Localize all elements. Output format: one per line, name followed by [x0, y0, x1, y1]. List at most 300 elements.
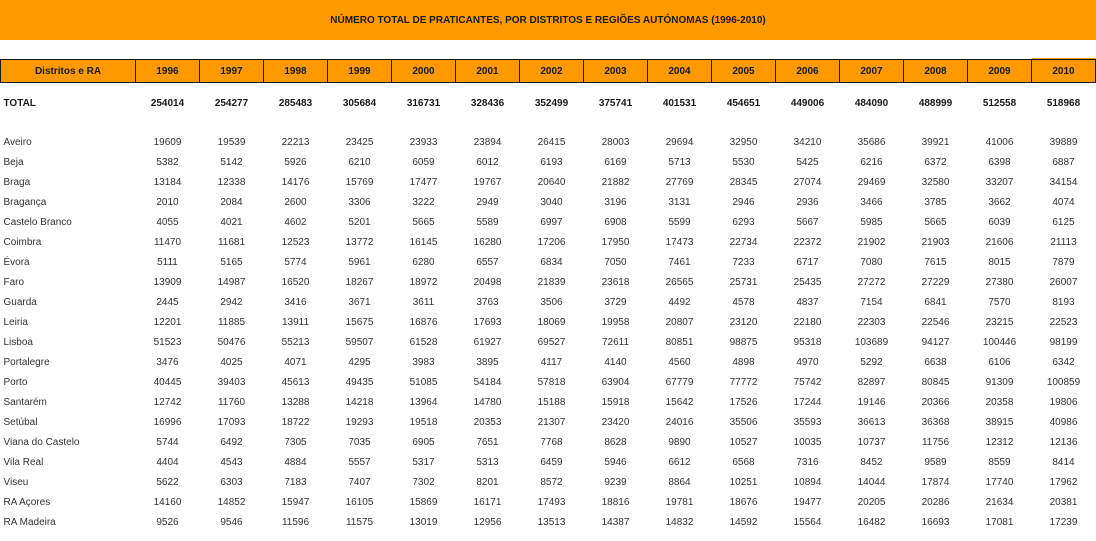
value-cell: 19609 [153, 136, 182, 148]
value-cell: 9526 [156, 516, 179, 528]
value-cell: 91309 [985, 376, 1014, 388]
value-cell: 8572 [540, 476, 563, 488]
value-cell: 16482 [857, 516, 886, 528]
value-cell: 17874 [921, 476, 950, 488]
value-cell: 80845 [921, 376, 950, 388]
value-cell: 7233 [732, 256, 755, 268]
spacer-row [1, 123, 1096, 132]
district-row [1, 472, 1096, 492]
value-cell: 16876 [409, 316, 438, 328]
value-cell: 4602 [284, 216, 307, 228]
value-cell: 5961 [348, 256, 371, 268]
value-cell: 17206 [537, 236, 566, 248]
value-cell: 3662 [988, 196, 1011, 208]
value-cell: 3476 [156, 356, 179, 368]
district-name: Coimbra [3, 236, 42, 248]
value-cell: 4021 [220, 216, 243, 228]
value-cell: 7035 [348, 436, 371, 448]
value-cell: 3040 [540, 196, 563, 208]
total-cell: 375741 [598, 97, 633, 109]
value-cell: 21606 [985, 236, 1014, 248]
value-cell: 3671 [348, 296, 371, 308]
column-header-district: Distritos e RA [1, 60, 136, 83]
value-cell: 9239 [604, 476, 627, 488]
value-cell: 13911 [281, 316, 310, 328]
value-cell: 3506 [540, 296, 563, 308]
value-cell: 18722 [281, 416, 310, 428]
value-cell: 22734 [729, 236, 758, 248]
value-cell: 15947 [281, 496, 310, 508]
value-cell: 7407 [348, 476, 371, 488]
value-cell: 6012 [476, 156, 499, 168]
column-header-year: 2007 [840, 60, 904, 83]
value-cell: 36613 [857, 416, 886, 428]
column-header-year: 1999 [328, 60, 392, 83]
value-cell: 14176 [281, 176, 310, 188]
value-cell: 34210 [793, 136, 822, 148]
value-cell: 61528 [409, 336, 438, 348]
value-cell: 11760 [217, 396, 246, 408]
value-cell: 17693 [473, 316, 502, 328]
value-cell: 5317 [412, 456, 435, 468]
value-cell: 98199 [1049, 336, 1078, 348]
value-cell: 6280 [412, 256, 435, 268]
value-cell: 19767 [473, 176, 502, 188]
value-cell: 7570 [988, 296, 1011, 308]
value-cell: 6372 [924, 156, 947, 168]
value-cell: 4074 [1052, 196, 1075, 208]
value-cell: 2084 [220, 196, 243, 208]
value-cell: 17493 [537, 496, 566, 508]
district-name: Viana do Castelo [3, 436, 80, 448]
value-cell: 23215 [985, 316, 1014, 328]
value-cell: 39403 [217, 376, 246, 388]
value-cell: 7879 [1052, 256, 1075, 268]
value-cell: 23618 [601, 276, 630, 288]
value-cell: 4404 [156, 456, 179, 468]
value-cell: 6568 [732, 456, 755, 468]
value-cell: 45613 [281, 376, 310, 388]
value-cell: 28003 [601, 136, 630, 148]
value-cell: 2010 [156, 196, 179, 208]
value-cell: 27272 [857, 276, 886, 288]
value-cell: 5926 [284, 156, 307, 168]
value-cell: 13288 [281, 396, 310, 408]
value-cell: 2445 [156, 296, 179, 308]
value-cell: 21634 [985, 496, 1014, 508]
value-cell: 23425 [345, 136, 374, 148]
value-cell: 22303 [857, 316, 886, 328]
district-name: Viseu [3, 476, 29, 488]
district-row [1, 392, 1096, 412]
value-cell: 12338 [217, 176, 246, 188]
total-cell: 316731 [406, 97, 441, 109]
total-cell: 484090 [854, 97, 889, 109]
total-cell: 401531 [662, 97, 697, 109]
value-cell: 6059 [412, 156, 435, 168]
value-cell: 16105 [345, 496, 374, 508]
value-cell: 4140 [604, 356, 627, 368]
value-cell: 4295 [348, 356, 371, 368]
value-cell: 3983 [412, 356, 435, 368]
value-cell: 3611 [412, 296, 435, 308]
value-cell: 4025 [220, 356, 243, 368]
value-cell: 8628 [604, 436, 627, 448]
district-row [1, 292, 1096, 312]
value-cell: 19146 [857, 396, 886, 408]
district-row [1, 492, 1096, 512]
value-cell: 14987 [217, 276, 246, 288]
value-cell: 4578 [732, 296, 755, 308]
value-cell: 7768 [540, 436, 563, 448]
value-cell: 3222 [412, 196, 435, 208]
value-cell: 29694 [665, 136, 694, 148]
value-cell: 13019 [409, 516, 438, 528]
total-cell: 352499 [534, 97, 569, 109]
value-cell: 36368 [921, 416, 950, 428]
value-cell: 25435 [793, 276, 822, 288]
value-cell: 11885 [217, 316, 246, 328]
value-cell: 6216 [860, 156, 883, 168]
value-cell: 6169 [604, 156, 627, 168]
value-cell: 6638 [924, 356, 947, 368]
value-cell: 4898 [732, 356, 755, 368]
district-name: Porto [3, 376, 28, 388]
value-cell: 7305 [284, 436, 307, 448]
value-cell: 15675 [345, 316, 374, 328]
value-cell: 4117 [540, 356, 563, 368]
district-row [1, 452, 1096, 472]
value-cell: 35506 [729, 416, 758, 428]
value-cell: 14780 [473, 396, 502, 408]
value-cell: 16520 [281, 276, 310, 288]
value-cell: 21307 [537, 416, 566, 428]
value-cell: 3306 [348, 196, 371, 208]
value-cell: 4055 [156, 216, 179, 228]
header-row [1, 60, 1096, 83]
district-row [1, 512, 1096, 532]
column-header-year: 2003 [584, 60, 648, 83]
value-cell: 8193 [1052, 296, 1075, 308]
data-table [0, 59, 1096, 532]
district-name: Vila Real [3, 456, 44, 468]
total-cell: 449006 [790, 97, 825, 109]
value-cell: 75742 [793, 376, 822, 388]
value-cell: 39889 [1049, 136, 1078, 148]
value-cell: 14832 [665, 516, 694, 528]
value-cell: 14160 [153, 496, 182, 508]
value-cell: 17526 [729, 396, 758, 408]
value-cell: 55213 [281, 336, 310, 348]
value-cell: 35593 [793, 416, 822, 428]
value-cell: 20353 [473, 416, 502, 428]
value-cell: 9890 [668, 436, 691, 448]
district-row [1, 372, 1096, 392]
column-header-year: 1997 [200, 60, 264, 83]
value-cell: 17962 [1049, 476, 1078, 488]
value-cell: 17473 [665, 236, 694, 248]
value-cell: 5665 [412, 216, 435, 228]
value-cell: 40986 [1049, 416, 1078, 428]
value-cell: 6717 [796, 256, 819, 268]
value-cell: 15769 [345, 176, 374, 188]
value-cell: 18069 [537, 316, 566, 328]
table-title: NÚMERO TOTAL DE PRATICANTES, POR DISTRITOS E REGIÕES AUTÓNOMAS (1996-2010) [330, 14, 766, 26]
value-cell: 3131 [668, 196, 691, 208]
district-name: Castelo Branco [3, 216, 72, 228]
value-cell: 6887 [1052, 156, 1075, 168]
value-cell: 22546 [921, 316, 950, 328]
district-row [1, 352, 1096, 372]
value-cell: 8201 [476, 476, 499, 488]
value-cell: 7316 [796, 456, 819, 468]
value-cell: 17093 [217, 416, 246, 428]
value-cell: 9589 [924, 456, 947, 468]
value-cell: 6210 [348, 156, 371, 168]
value-cell: 22523 [1049, 316, 1078, 328]
value-cell: 29469 [857, 176, 886, 188]
value-cell: 23933 [409, 136, 438, 148]
value-cell: 17740 [985, 476, 1014, 488]
value-cell: 21903 [921, 236, 950, 248]
value-cell: 6908 [604, 216, 627, 228]
value-cell: 20381 [1049, 496, 1078, 508]
value-cell: 2600 [284, 196, 307, 208]
value-cell: 25731 [729, 276, 758, 288]
value-cell: 10035 [793, 436, 822, 448]
value-cell: 8452 [860, 456, 883, 468]
district-row [1, 332, 1096, 352]
value-cell: 3785 [924, 196, 947, 208]
table-title-band [0, 0, 1096, 40]
value-cell: 19293 [345, 416, 374, 428]
district-name: Guarda [3, 296, 37, 308]
district-row [1, 232, 1096, 252]
value-cell: 5165 [220, 256, 243, 268]
value-cell: 13772 [345, 236, 374, 248]
value-cell: 41006 [985, 136, 1014, 148]
value-cell: 17477 [409, 176, 438, 188]
value-cell: 21882 [601, 176, 630, 188]
district-row [1, 152, 1096, 172]
value-cell: 8864 [668, 476, 691, 488]
value-cell: 5530 [732, 156, 755, 168]
value-cell: 14852 [217, 496, 246, 508]
value-cell: 16145 [409, 236, 438, 248]
district-name: Setúbal [3, 416, 38, 428]
value-cell: 5425 [796, 156, 819, 168]
column-header-year: 1998 [264, 60, 328, 83]
value-cell: 80851 [665, 336, 694, 348]
district-name: RA Açores [3, 496, 51, 508]
value-cell: 77772 [729, 376, 758, 388]
value-cell: 12742 [153, 396, 182, 408]
value-cell: 20498 [473, 276, 502, 288]
value-cell: 7183 [284, 476, 307, 488]
value-cell: 49435 [345, 376, 374, 388]
value-cell: 17950 [601, 236, 630, 248]
value-cell: 98875 [729, 336, 758, 348]
value-cell: 61927 [473, 336, 502, 348]
value-cell: 40445 [153, 376, 182, 388]
value-cell: 15642 [665, 396, 694, 408]
column-header-year: 2002 [520, 60, 584, 83]
value-cell: 5713 [668, 156, 691, 168]
value-cell: 72611 [601, 336, 630, 348]
value-cell: 2942 [220, 296, 243, 308]
value-cell: 10737 [857, 436, 886, 448]
value-cell: 14044 [857, 476, 886, 488]
district-name: Santarém [3, 396, 47, 408]
district-row [1, 312, 1096, 332]
value-cell: 5557 [348, 456, 371, 468]
total-label: TOTAL [3, 97, 36, 109]
value-cell: 10251 [729, 476, 758, 488]
value-cell: 63904 [601, 376, 630, 388]
value-cell: 103689 [854, 336, 889, 348]
value-cell: 20640 [537, 176, 566, 188]
value-cell: 6193 [540, 156, 563, 168]
value-cell: 16280 [473, 236, 502, 248]
value-cell: 3729 [604, 296, 627, 308]
column-header-year: 2001 [456, 60, 520, 83]
district-name: Portalegre [3, 356, 50, 368]
district-row [1, 212, 1096, 232]
value-cell: 24016 [665, 416, 694, 428]
value-cell: 95318 [793, 336, 822, 348]
value-cell: 12201 [153, 316, 182, 328]
value-cell: 5744 [156, 436, 179, 448]
value-cell: 22372 [793, 236, 822, 248]
value-cell: 15869 [409, 496, 438, 508]
value-cell: 54184 [473, 376, 502, 388]
value-cell: 6039 [988, 216, 1011, 228]
value-cell: 2949 [476, 196, 499, 208]
value-cell: 22180 [793, 316, 822, 328]
column-header-year: 2005 [712, 60, 776, 83]
value-cell: 14218 [345, 396, 374, 408]
column-header-year: 2006 [776, 60, 840, 83]
value-cell: 23894 [473, 136, 502, 148]
value-cell: 35686 [857, 136, 886, 148]
district-name: Beja [3, 156, 24, 168]
value-cell: 6834 [540, 256, 563, 268]
total-cell: 454651 [726, 97, 761, 109]
value-cell: 23420 [601, 416, 630, 428]
value-cell: 6612 [668, 456, 691, 468]
value-cell: 3895 [476, 356, 499, 368]
value-cell: 16996 [153, 416, 182, 428]
value-cell: 8414 [1052, 456, 1075, 468]
value-cell: 8559 [988, 456, 1011, 468]
value-cell: 3196 [604, 196, 627, 208]
total-cell: 488999 [918, 97, 953, 109]
district-row [1, 172, 1096, 192]
value-cell: 12136 [1049, 436, 1078, 448]
value-cell: 23120 [729, 316, 758, 328]
value-cell: 59507 [345, 336, 374, 348]
value-cell: 18676 [729, 496, 758, 508]
value-cell: 6459 [540, 456, 563, 468]
value-cell: 13513 [537, 516, 566, 528]
total-cell: 285483 [278, 97, 313, 109]
value-cell: 100446 [982, 336, 1017, 348]
value-cell: 26565 [665, 276, 694, 288]
value-cell: 17081 [985, 516, 1014, 528]
district-name: Bragança [3, 196, 47, 208]
district-row [1, 412, 1096, 432]
value-cell: 6303 [220, 476, 243, 488]
value-cell: 3416 [284, 296, 307, 308]
value-cell: 34154 [1049, 176, 1078, 188]
value-cell: 6293 [732, 216, 755, 228]
value-cell: 26007 [1049, 276, 1078, 288]
value-cell: 11681 [217, 236, 246, 248]
value-cell: 6997 [540, 216, 563, 228]
district-name: Braga [3, 176, 31, 188]
value-cell: 2936 [796, 196, 819, 208]
district-row [1, 272, 1096, 292]
value-cell: 5589 [476, 216, 499, 228]
column-header-year: 2000 [392, 60, 456, 83]
value-cell: 11756 [921, 436, 950, 448]
value-cell: 6841 [924, 296, 947, 308]
value-cell: 3763 [476, 296, 499, 308]
value-cell: 16693 [921, 516, 950, 528]
spacer-band [0, 40, 1032, 58]
value-cell: 11596 [281, 516, 310, 528]
value-cell: 12523 [281, 236, 310, 248]
value-cell: 5985 [860, 216, 883, 228]
value-cell: 6125 [1052, 216, 1075, 228]
value-cell: 21839 [537, 276, 566, 288]
value-cell: 19539 [217, 136, 246, 148]
value-cell: 69527 [537, 336, 566, 348]
value-cell: 20358 [985, 396, 1014, 408]
value-cell: 5667 [796, 216, 819, 228]
value-cell: 3466 [860, 196, 883, 208]
value-cell: 20807 [665, 316, 694, 328]
total-cell: 254014 [150, 97, 185, 109]
value-cell: 51085 [409, 376, 438, 388]
value-cell: 5774 [284, 256, 307, 268]
value-cell: 5622 [156, 476, 179, 488]
value-cell: 7302 [412, 476, 435, 488]
value-cell: 26415 [537, 136, 566, 148]
total-cell: 518968 [1046, 97, 1081, 109]
value-cell: 12312 [985, 436, 1014, 448]
district-name: Aveiro [3, 136, 32, 148]
value-cell: 50476 [217, 336, 246, 348]
value-cell: 5111 [157, 256, 178, 268]
value-cell: 6398 [988, 156, 1011, 168]
value-cell: 13184 [153, 176, 182, 188]
value-cell: 4560 [668, 356, 691, 368]
value-cell: 6492 [220, 436, 243, 448]
value-cell: 2946 [732, 196, 755, 208]
value-cell: 7461 [668, 256, 691, 268]
total-cell: 305684 [342, 97, 377, 109]
column-header-year: 2009 [968, 60, 1032, 83]
value-cell: 82897 [857, 376, 886, 388]
value-cell: 4884 [284, 456, 307, 468]
value-cell: 5946 [604, 456, 627, 468]
value-cell: 5382 [156, 156, 179, 168]
district-row [1, 132, 1096, 152]
value-cell: 14387 [601, 516, 630, 528]
value-cell: 20205 [857, 496, 886, 508]
district-name: Lisboa [3, 336, 33, 348]
